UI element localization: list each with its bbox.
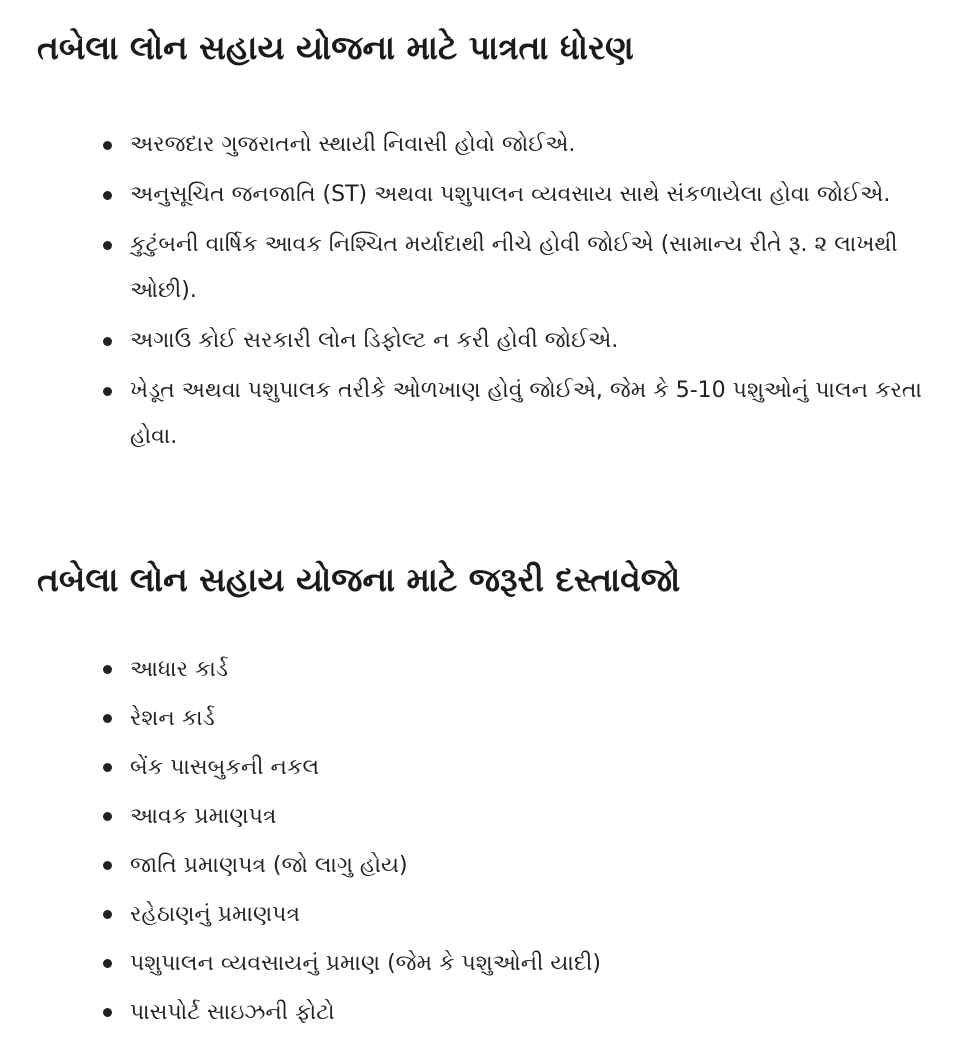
- list-item: [0, 694, 959, 743]
- list-item-text: અરજદાર ગુજરાતનો સ્થાયી નિવાસી હોવો જોઈએ.: [130, 132, 576, 157]
- list-item: [0, 122, 959, 168]
- list-item: [0, 841, 959, 890]
- list-item: [0, 318, 959, 364]
- list-item-text: આવક પ્રમાણપત્ર: [130, 804, 277, 829]
- list-item: [0, 939, 959, 988]
- list-item-text: ખેડૂત અથવા પશુપાલક તરીકે ઓળખાણ હોવું જોઈએ, જેમ કે 5-10 પશુઓનું પાલન કરતા હોવા.: [130, 378, 922, 449]
- bullet-icon: [103, 387, 112, 396]
- list-item-text: આધાર કાર્ડ: [130, 657, 228, 682]
- list-item: [0, 890, 959, 939]
- list-item-text: અગાઉ કોઈ સરકારી લોન ડિફોલ્ટ ન કરી હોવી જોઈએ.: [130, 328, 619, 353]
- bullet-icon: [103, 714, 112, 723]
- bullet-icon: [103, 241, 112, 250]
- bullet-icon: [103, 959, 112, 968]
- eligibility-heading: તબેલા લોન સહાય યોજના માટે પાત્રતા ધોરણ: [37, 28, 634, 67]
- list-item-text: જાતિ પ્રમાણપત્ર (જો લાગુ હોય): [130, 853, 408, 878]
- list-item: [0, 792, 959, 841]
- bullet-icon: [103, 861, 112, 870]
- bullet-icon: [103, 665, 112, 674]
- bullet-icon: [103, 812, 112, 821]
- bullet-icon: [103, 763, 112, 772]
- list-item-text: પાસપોર્ટ સાઇઝની ફોટો: [130, 1000, 335, 1025]
- list-item: [0, 222, 959, 314]
- list-item-text: બેંક પાસબુકની નકલ: [130, 755, 320, 780]
- list-item: [0, 172, 959, 218]
- list-item-text: અનુસૂચિત જનજાતિ (ST) અથવા પશુપાલન વ્યવસાય સાથે સંકળાયેલા હોવા જોઈએ.: [130, 182, 891, 207]
- list-item: [0, 988, 959, 1037]
- eligibility-list: [0, 122, 959, 464]
- list-item: [0, 368, 959, 460]
- list-item-text: રેશન કાર્ડ: [130, 706, 215, 731]
- bullet-icon: [103, 910, 112, 919]
- documents-list: [0, 645, 959, 1037]
- list-item: [0, 743, 959, 792]
- list-item-text: રહેઠાણનું પ્રમાણપત્ર: [130, 902, 300, 927]
- bullet-icon: [103, 191, 112, 200]
- bullet-icon: [103, 337, 112, 346]
- bullet-icon: [103, 1008, 112, 1017]
- bullet-icon: [103, 141, 112, 150]
- documents-heading: તબેલા લોન સહાય યોજના માટે જરૂરી દસ્તાવેજો: [37, 560, 681, 599]
- list-item-text: કુટુંબની વાર્ષિક આવક નિશ્ચિત મર્યાદાથી નીચે હોવી જોઈએ (સામાન્ય રીતે રૂ. ૨ લાખથી ઓછી).: [130, 232, 898, 303]
- list-item-text: પશુપાલન વ્યવસાયનું પ્રમાણ (જેમ કે પશુઓની યાદી): [130, 951, 602, 976]
- list-item: [0, 645, 959, 694]
